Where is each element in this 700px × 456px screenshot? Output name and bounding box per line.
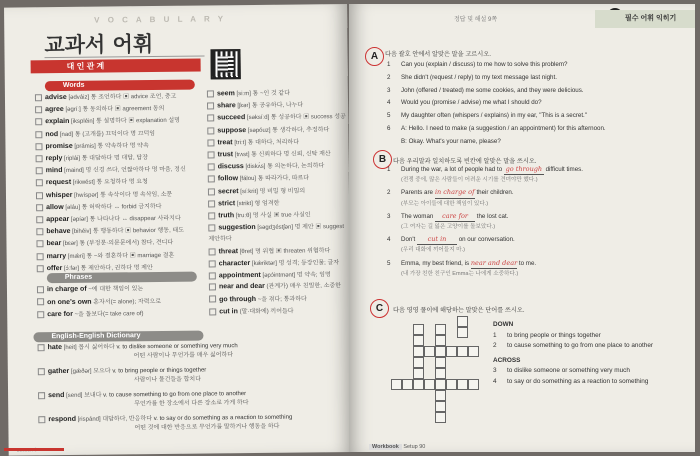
section-a-marker: A — [365, 47, 384, 66]
word-word: secret — [217, 187, 239, 195]
crossword-cell[interactable] — [435, 324, 446, 335]
section-a-instruction: 다음 괄호 안에서 알맞은 말을 고르시오. — [385, 51, 491, 58]
checkbox-icon[interactable] — [37, 311, 44, 318]
crossword-cell[interactable] — [457, 346, 468, 357]
question-a-item — [387, 110, 687, 123]
crossword-cell[interactable] — [391, 379, 402, 390]
question-text: A: Hello. I need to make (a suggestion / an appointment) for this afternoon. — [401, 124, 606, 132]
word-word: discuss — [217, 163, 244, 171]
question-a-item — [387, 136, 687, 149]
question-a-item — [387, 59, 687, 72]
word-word: agree — [45, 106, 64, 114]
word-meaning: [bihéiv] 통 행동하다 ▣ behavior 행동, 태도 — [72, 227, 185, 236]
word-meaning: [bɛər] 통 (부정문·의문문에서) 참다, 견디다 — [62, 240, 174, 248]
section-dictionary-label: English-English Dictionary — [33, 331, 203, 343]
crossword-cell[interactable] — [457, 327, 468, 338]
word-meaning: [θret] 명 위협 ▣ threaten 위협하다 — [239, 247, 331, 255]
word-word: treat — [217, 139, 233, 147]
korean-hint: (그 여자는 길 잃은 고양이를 돌보았다.) — [401, 224, 496, 231]
word-meaning: [riplái] 통 대답하다 명 대답, 답장 — [63, 155, 149, 162]
crossword-cell[interactable] — [424, 379, 435, 390]
checkbox-icon[interactable] — [35, 143, 42, 150]
question-text: My daughter often (whispers / explains) in my ear, "This is a secret." — [401, 112, 587, 120]
dictionary-entry — [38, 340, 338, 362]
word-meaning: [ɔ́ːfər] 통 제안하다, 권하다 명 제안 — [63, 264, 153, 272]
word-entry — [36, 164, 206, 178]
checkbox-icon[interactable] — [36, 180, 43, 187]
word-meaning: [rikwést] 통 요청하다 명 요청 — [72, 179, 148, 187]
question-number: 3 — [387, 86, 391, 94]
question-number: 6 — [387, 124, 391, 132]
word-meaning: [nad] 통 (고개를) 끄덕이다 명 끄덕임 — [59, 130, 156, 138]
word-word: trust — [217, 151, 234, 159]
word-entry — [207, 111, 347, 125]
question-prefix: The woman — [401, 212, 436, 220]
section-b-marker: B — [373, 150, 392, 169]
phrase-word: cut in — [219, 308, 238, 316]
crossword-cell[interactable] — [424, 346, 435, 357]
dictionary-gloss: [send] 보내다 — [64, 392, 104, 399]
crossword-clue — [493, 377, 683, 388]
question-text: B: Okay. What's your name, please? — [401, 137, 501, 145]
question-text: Can you (explain / discuss) to me how to solve this problem? — [401, 61, 568, 68]
checkbox-icon[interactable] — [35, 119, 42, 126]
question-number: 1 — [387, 61, 391, 68]
checkbox-icon[interactable] — [209, 296, 216, 303]
checkbox-icon[interactable] — [38, 392, 45, 399]
section-b-questions — [387, 164, 677, 281]
word-word: truth — [218, 212, 235, 220]
korean-hint: (부모는 아이들에 대한 책임이 있다.) — [401, 200, 489, 207]
phrase-word: care for — [47, 310, 73, 319]
checkbox-icon[interactable] — [208, 151, 215, 158]
phrase-meaning: (말·대화에) 끼어들다 — [239, 308, 294, 316]
phrase-meaning: ~을 돌보다(= take care of) — [74, 311, 144, 318]
dictionary-gloss: [heit] 몹시 싫어하다 — [61, 344, 117, 352]
word-meaning: [fálou] 통 따라가다, 따르다 — [239, 175, 310, 183]
footer-page: Setup 90 — [403, 444, 426, 450]
korean-hint: (전쟁 중에, 많은 사람들이 어려운 시기를 견뎌야만 했다.) — [401, 177, 538, 184]
checkbox-icon[interactable] — [38, 344, 45, 351]
question-b-item — [387, 211, 677, 232]
left-page — [4, 4, 352, 456]
question-suffix: to me. — [517, 259, 537, 267]
word-meaning: [strikt] 형 엄격한 — [236, 200, 280, 207]
dictionary-word: gather — [47, 367, 70, 376]
word-word: whisper — [45, 191, 73, 199]
checkbox-icon[interactable] — [207, 127, 214, 134]
crossword-cell[interactable] — [413, 379, 424, 390]
word-meaning: [ədváiz] 통 조언하다 ▣ advice 조언, 충고 — [68, 93, 177, 101]
checkbox-icon[interactable] — [37, 299, 44, 306]
right-page — [349, 4, 695, 452]
checkbox-icon[interactable] — [35, 131, 42, 138]
checkbox-icon[interactable] — [36, 192, 43, 199]
word-meaning: [əláu] 통 허락하다 ↔ forbid 금지하다 — [65, 203, 162, 211]
word-entry — [207, 124, 347, 138]
phrase-meaning: 혼자서(= alone); 자력으로 — [93, 298, 162, 306]
checkbox-icon[interactable] — [208, 225, 215, 232]
word-word: follow — [217, 175, 239, 183]
checkbox-icon[interactable] — [37, 253, 44, 260]
crossword-cell[interactable] — [446, 346, 457, 357]
dictionary-def-text: v. to say or do something as a reaction to something — [153, 414, 293, 423]
checkbox-icon[interactable] — [36, 241, 43, 248]
qr-code-icon[interactable] — [210, 49, 240, 79]
checkbox-icon[interactable] — [36, 216, 43, 223]
word-word: suggestion — [218, 224, 256, 232]
question-suffix: on our conversation. — [456, 236, 515, 244]
word-word: reply — [45, 155, 63, 163]
korean-hint: (내 가장 친한 친구인 Emma는 나에게 소중하다.) — [401, 270, 519, 277]
dictionary-entry — [38, 412, 338, 434]
word-meaning: [kǽriktər] 명 성격; 등장인물; 글자 — [251, 259, 340, 267]
crossword-cell[interactable] — [435, 412, 446, 423]
crossword-clues — [493, 316, 683, 387]
handwritten-answer[interactable]: go through — [504, 164, 544, 175]
crossword-cell[interactable] — [413, 324, 424, 335]
dictionary-korean: 어떤 사람이나 무언가를 매우 싫어하다 — [133, 352, 234, 360]
dictionary-gloss: [rispánd] 대답하다, 반응하다 — [75, 416, 154, 423]
checkbox-icon[interactable] — [37, 286, 44, 293]
word-word: explain — [45, 118, 70, 126]
checkbox-icon[interactable] — [36, 155, 43, 162]
word-word: request — [45, 179, 72, 187]
checkbox-icon[interactable] — [207, 103, 214, 110]
question-number: 4 — [387, 99, 391, 107]
crossword-cell[interactable] — [413, 368, 424, 379]
word-meaning: [síːkrit] 명 비밀 형 비밀의 — [240, 188, 306, 195]
word-word: bear — [46, 240, 62, 248]
checkbox-icon[interactable] — [209, 248, 216, 255]
question-suffix: difficult times. — [543, 166, 583, 173]
word-word: share — [217, 102, 236, 110]
crossword-cell[interactable] — [413, 335, 424, 346]
word-word: offer — [46, 264, 63, 273]
word-word: threat — [218, 247, 239, 255]
right-footer — [369, 444, 425, 450]
dictionary-korean: 사람이나 물건들을 합치다 — [133, 376, 202, 384]
checkbox-icon[interactable] — [209, 308, 216, 315]
crossword-cell[interactable] — [435, 368, 446, 379]
question-a-item — [387, 97, 687, 110]
crossword-cell[interactable] — [435, 335, 446, 346]
word-list-col1 — [35, 90, 207, 275]
checkbox-icon[interactable] — [38, 416, 45, 423]
word-meaning: [hwíspər] 통 속삭이다 명 속삭임, 소문 — [74, 191, 173, 199]
word-entry — [36, 225, 206, 239]
word-meaning: [diskʌ́s] 통 의논하다, 논의하다 — [245, 163, 325, 171]
topic-banner: 대 인 관 계 — [31, 59, 201, 74]
word-meaning: [mǽri] 통 ~와 결혼하다 ▣ marriage 결혼 — [67, 252, 175, 260]
word-word: marry — [46, 252, 67, 260]
phrase-word: in charge of — [46, 285, 87, 294]
word-list-col2 — [207, 87, 349, 283]
phrase-word: go through — [219, 295, 257, 303]
question-suffix: their children. — [474, 189, 514, 197]
dictionary-def-text: v. to bring people or things together — [112, 367, 207, 375]
crossword-cell[interactable] — [435, 357, 446, 368]
clue-text: to cause something to go from one place to another — [507, 342, 654, 349]
clue-number: 4 — [493, 377, 497, 385]
crossword-cell[interactable] — [468, 379, 479, 390]
question-text: John (offered / treated) me some cookies, and they were delicious. — [401, 86, 584, 94]
across-label: ACROSS — [493, 356, 521, 364]
question-b-item — [387, 234, 677, 255]
question-number: 2 — [387, 189, 391, 197]
phrase-meaning: ~을 겪다; 통과하다 — [257, 295, 307, 303]
dictionary-def-text: v. to cause something to go from one place to another — [103, 391, 247, 399]
handwritten-answer[interactable]: near and dear — [471, 258, 517, 269]
crossword-cell[interactable] — [435, 390, 446, 401]
phrase-entry — [209, 305, 349, 319]
question-a-item — [387, 123, 687, 136]
crossword-cell[interactable] — [457, 379, 468, 390]
workbook-badge: Workbook — [369, 444, 402, 450]
crossword-cell[interactable] — [446, 379, 457, 390]
clue-text: to bring people or things together — [507, 331, 601, 339]
question-prefix: Parents are — [401, 189, 435, 197]
checkbox-icon[interactable] — [208, 200, 215, 207]
word-entry — [208, 221, 348, 246]
question-number: 2 — [387, 73, 391, 81]
section-c-marker: C — [370, 299, 389, 318]
crossword-cell[interactable] — [435, 346, 446, 357]
answer-reference: 정답 및 해설 9쪽 — [454, 17, 498, 23]
crossword-clue — [493, 331, 683, 342]
word-word: suppose — [217, 126, 247, 134]
dictionary-gloss: [gǽðər] 모으다 — [69, 368, 113, 375]
crossword-grid[interactable] — [391, 316, 496, 426]
word-word: mind — [45, 167, 63, 175]
crossword-clue — [493, 341, 683, 352]
word-meaning: [əpɔ́intmənt] 명 약속; 임명 — [262, 272, 331, 279]
section-phrases-label: Phrases — [47, 272, 197, 284]
dictionary-list — [38, 340, 339, 439]
checkbox-icon[interactable] — [38, 368, 45, 375]
section-tab: 필수 어휘 익히기 — [595, 10, 695, 28]
question-b-item — [387, 258, 677, 279]
phrase-meaning: ~에 대한 책임이 있는 — [88, 286, 144, 293]
section-b-instruction: 다음 우리말과 일치하도록 빈칸에 알맞은 말을 쓰시오. — [393, 158, 537, 165]
checkbox-icon[interactable] — [208, 176, 215, 183]
checkbox-icon[interactable] — [209, 272, 216, 279]
checkbox-icon[interactable] — [207, 139, 214, 146]
word-meaning: [əgríː] 통 동의하다 ▣ agreement 동의 — [65, 106, 165, 114]
question-text: Would you (promise / advise) me what I should do? — [401, 99, 542, 107]
question-number: 3 — [387, 212, 391, 220]
word-word: seem — [216, 90, 235, 98]
crossword-cell[interactable] — [457, 316, 468, 327]
question-number: 1 — [387, 166, 391, 173]
dictionary-word: respond — [48, 415, 76, 424]
crossword-cell[interactable] — [413, 346, 424, 357]
checkbox-icon[interactable] — [37, 265, 44, 272]
question-a-item — [387, 72, 687, 85]
word-word: strict — [218, 200, 236, 208]
checkbox-icon[interactable] — [209, 283, 216, 290]
word-word: behave — [46, 228, 71, 236]
handwritten-answer[interactable]: care for — [435, 211, 475, 222]
word-meaning: [səksíːd] 통 성공하다 ▣ success 성공 — [246, 114, 346, 122]
question-suffix: the lost cat. — [475, 212, 509, 220]
clue-text: to dislike someone or something very much — [507, 367, 630, 374]
word-meaning: [triːt] 통 대하다, 처리하다 — [234, 139, 300, 147]
clue-number: 1 — [493, 331, 497, 339]
dictionary-entry — [38, 388, 338, 410]
word-word: appointment — [218, 271, 261, 280]
crossword-cell[interactable] — [435, 401, 446, 412]
question-a-item — [387, 85, 687, 98]
checkbox-icon[interactable] — [209, 260, 216, 267]
page-edge-mark — [4, 448, 64, 451]
checkbox-icon[interactable] — [36, 204, 43, 211]
word-meaning: [trʌst] 통 신뢰하다 명 신뢰, 신탁 재산 — [234, 151, 331, 159]
crossword-clue — [493, 366, 683, 377]
word-meaning: [səgdʒéstʃən] 명 제안 ▣ suggest 제안하다 — [208, 224, 345, 243]
vocabulary-watermark: V O C A B U L A R Y — [94, 14, 227, 25]
question-number: 4 — [387, 236, 391, 244]
phrase-entry — [37, 307, 207, 321]
word-meaning: [prámis] 통 약속하다 명 약속 — [74, 142, 149, 150]
clue-number: 3 — [493, 367, 497, 374]
word-word: advise — [44, 93, 67, 102]
dictionary-def-text: v. to dislike someone or something very much — [116, 343, 238, 351]
phrase-word: near and dear — [218, 282, 265, 291]
word-meaning: [truːθ] 명 사실 ▣ true 사실인 — [235, 212, 311, 220]
section-a-questions — [387, 59, 687, 149]
checkbox-icon[interactable] — [208, 164, 215, 171]
checkbox-icon[interactable] — [207, 115, 214, 122]
checkbox-icon[interactable] — [35, 94, 42, 101]
section-c-instruction: 다음 영영 풀이에 해당하는 말맞은 단어를 쓰시오. — [393, 307, 525, 314]
word-meaning: [ʃɛər] 통 공유하다, 나누다 — [237, 102, 304, 110]
word-meaning: [ikspléin] 통 설명하다 ▣ explanation 설명 — [70, 118, 180, 126]
checkbox-icon[interactable] — [208, 212, 215, 219]
phrase-list-col2 — [209, 280, 349, 319]
crossword-cell[interactable] — [413, 357, 424, 368]
phrase-word: on one's own — [47, 298, 92, 306]
word-word: nod — [45, 130, 59, 138]
question-number: 5 — [387, 259, 391, 267]
phrase-meaning: (관계가) 매우 친밀한, 소중한 — [266, 283, 342, 290]
dictionary-korean: 어떤 것에 대한 반응으로 무언가를 말하거나 행동을 하다 — [134, 423, 280, 432]
dictionary-entry — [38, 364, 338, 386]
question-b-item — [387, 164, 677, 185]
word-meaning: [maind] 명 신경 쓰다, 언짢아하다 명 마음, 정신 — [64, 166, 186, 175]
word-meaning: [əpíər] 통 나타나다 ↔ disappear 사라지다 — [70, 215, 181, 223]
crossword-cell[interactable] — [435, 379, 446, 390]
down-label: DOWN — [493, 321, 514, 328]
word-meaning: [səpóuz] 통 생각하다, 추정하다 — [247, 126, 330, 134]
phrase-list-col1 — [37, 282, 207, 321]
crossword-cell[interactable] — [402, 379, 413, 390]
question-prefix: Don't — [401, 236, 417, 244]
question-number: 5 — [387, 112, 391, 120]
checkbox-icon[interactable] — [207, 90, 214, 97]
question-prefix: During the war, a lot of people had to — [401, 166, 504, 173]
word-entry — [35, 115, 205, 129]
question-b-item — [387, 187, 677, 208]
phrase-entry — [209, 280, 349, 294]
handwritten-answer[interactable]: cut in — [417, 234, 457, 245]
korean-hint: (우리 대화에 끼어들지 마.) — [401, 247, 465, 254]
dictionary-word: hate — [47, 344, 63, 352]
dictionary-word: send — [48, 391, 65, 400]
word-word: succeed — [217, 114, 246, 122]
crossword-cell[interactable] — [468, 346, 479, 357]
word-word: allow — [46, 203, 64, 211]
checkbox-icon[interactable] — [208, 188, 215, 195]
section-words-label: Words — [45, 80, 195, 92]
checkbox-icon[interactable] — [36, 228, 43, 235]
question-prefix: Emma, my best friend, is — [401, 259, 471, 267]
word-meaning: [siːm] 통 ~인 것 같다 — [236, 90, 291, 98]
checkbox-icon[interactable] — [36, 167, 43, 174]
clue-number: 2 — [493, 342, 497, 349]
question-text: She didn't (request / reply) to my text message last night. — [401, 73, 557, 81]
page-title: 교과서 어휘 — [44, 31, 154, 58]
word-word: appear — [46, 215, 70, 224]
handwritten-answer[interactable]: in charge of — [435, 187, 475, 198]
word-entry — [208, 148, 348, 162]
checkbox-icon[interactable] — [35, 106, 42, 113]
word-word: character — [218, 259, 251, 268]
dictionary-korean: 무언가를 한 장소에서 다른 장소로 가게 하다 — [134, 400, 249, 408]
word-word: promise — [45, 142, 73, 150]
clue-text: to say or do something as a reaction to something — [507, 377, 649, 385]
